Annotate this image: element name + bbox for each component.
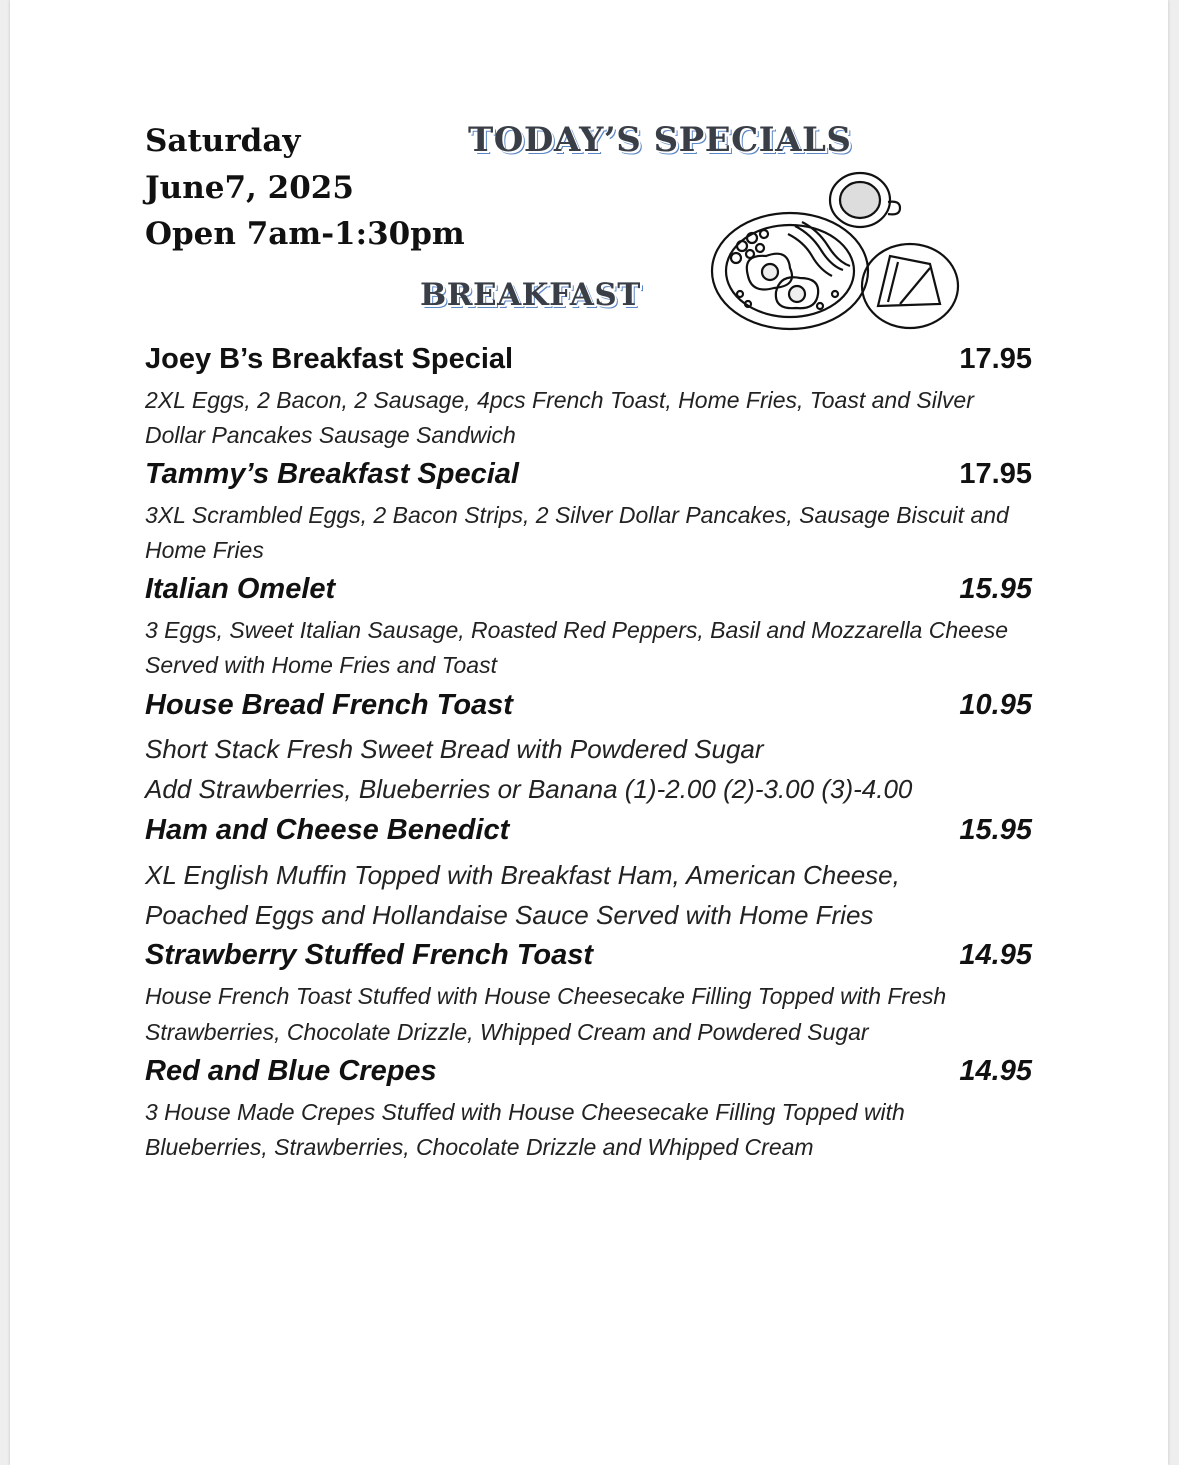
- item-name: Red and Blue Crepes: [145, 1055, 437, 1087]
- item-description: 3 House Made Crepes Stuffed with House Cheesecake Filling Topped with: [145, 1099, 905, 1125]
- item-name: Italian Omelet: [145, 573, 336, 605]
- item-description: Poached Eggs and Hollandaise Sauce Served with Home Fries: [145, 900, 874, 930]
- item-description: 2XL Eggs, 2 Bacon, 2 Sausage, 4pcs French Toast, Home Fries, Toast and Silver: [145, 387, 974, 413]
- item-name: House Bread French Toast: [145, 689, 513, 721]
- item-description: 3 Eggs, Sweet Italian Sausage, Roasted Red Peppers, Basil and Mozzarella Cheese: [145, 617, 1009, 643]
- hours-label: Open 7am-1:30pm: [145, 216, 465, 252]
- item-description: Add Strawberries, Blueberries or Banana (1)-2.00 (2)-3.00 (3)-4.00: [145, 774, 913, 804]
- item-price: 10.95: [959, 689, 1032, 721]
- item-price: 15.95: [959, 573, 1032, 605]
- item-description: Strawberries, Chocolate Drizzle, Whipped Cream and Powdered Sugar: [145, 1019, 869, 1045]
- item-price: 14.95: [959, 1055, 1032, 1087]
- item-description: House French Toast Stuffed with House Cheesecake Filling Topped with Fresh: [145, 983, 947, 1009]
- item-description: XL English Muffin Topped with Breakfast Ham, American Cheese,: [145, 860, 900, 890]
- item-name: Ham and Cheese Benedict: [145, 814, 510, 846]
- page-title: TODAY’S SPECIALS: [468, 120, 852, 160]
- item-name: Tammy’s Breakfast Special: [145, 458, 519, 490]
- section-heading: BREAKFAST: [420, 277, 641, 313]
- item-price: 17.95: [959, 458, 1032, 490]
- item-description: Home Fries: [145, 537, 264, 563]
- item-name: Strawberry Stuffed French Toast: [145, 939, 593, 971]
- breakfast-plate-coffee-toast-icon: [700, 166, 960, 336]
- item-description: Blueberries, Strawberries, Chocolate Drizzle and Whipped Cream: [145, 1134, 814, 1160]
- item-price: 15.95: [959, 814, 1032, 846]
- menu-page: [10, 0, 1168, 1465]
- item-description: 3XL Scrambled Eggs, 2 Bacon Strips, 2 Silver Dollar Pancakes, Sausage Biscuit and: [145, 502, 1009, 528]
- item-description: Short Stack Fresh Sweet Bread with Powdered Sugar: [145, 734, 764, 764]
- item-price: 14.95: [959, 939, 1032, 971]
- item-name: Joey B’s Breakfast Special: [145, 343, 514, 375]
- item-price: 17.95: [959, 343, 1032, 375]
- item-description: Served with Home Fries and Toast: [145, 652, 497, 678]
- date-label: June7, 2025: [145, 170, 354, 206]
- day-label: Saturday: [145, 123, 301, 159]
- item-description: Dollar Pancakes Sausage Sandwich: [145, 422, 516, 448]
